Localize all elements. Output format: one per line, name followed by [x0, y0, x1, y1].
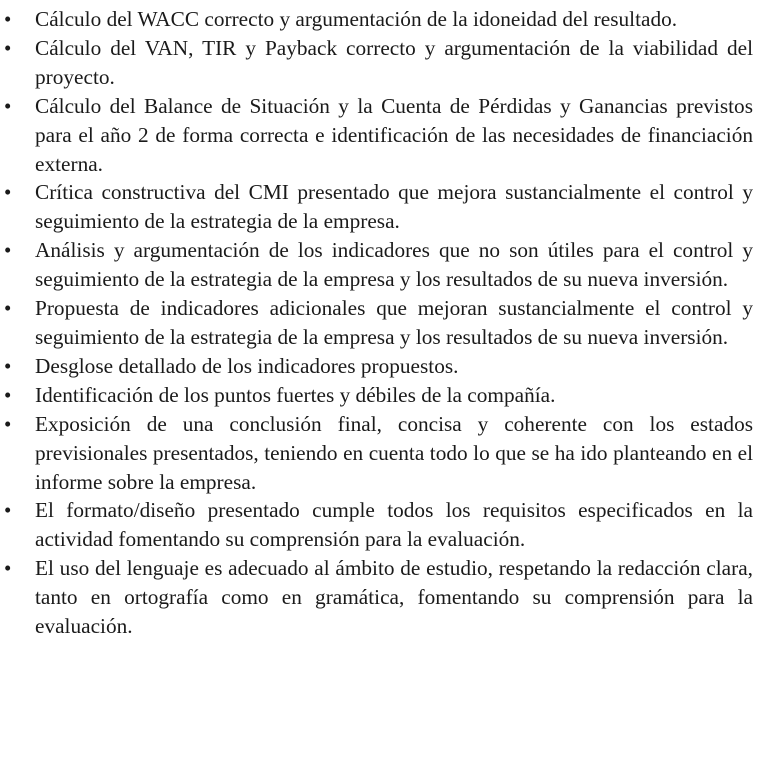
list-item-wacc	[0, 5, 753, 34]
bullet-icon: •	[4, 93, 12, 118]
list-item-text: Exposición de una conclusión final, concisa y coherente con los estados previsionales presentados, teniendo en cuenta todo lo que se ha ido planteando en el informe sobre la empresa.	[35, 411, 753, 494]
list-item-text: Desglose detallado de los indicadores propuestos.	[35, 353, 459, 378]
bullet-icon: •	[4, 180, 12, 205]
document-page	[0, 5, 782, 641]
bullet-icon: •	[4, 382, 12, 407]
list-item-indicator-analysis	[0, 236, 753, 294]
list-item-text: El uso del lenguaje es adecuado al ámbito de estudio, respetando la redacción clara, tanto en ortografía como en gramática, fomentando su comprensión para la evaluación.	[35, 556, 753, 639]
list-item-language	[0, 554, 753, 641]
list-item-indicator-breakdown	[0, 352, 753, 381]
list-item-strengths-weaknesses	[0, 381, 753, 410]
bullet-icon: •	[4, 411, 12, 436]
list-item-text: Cálculo del VAN, TIR y Payback correcto y argumentación de la viabilidad del proyecto.	[35, 35, 753, 89]
bullet-icon: •	[4, 7, 12, 31]
bullet-icon: •	[4, 238, 12, 263]
list-item-text: Cálculo del WACC correcto y argumentación de la idoneidad del resultado.	[35, 7, 678, 31]
bullet-icon: •	[4, 353, 12, 378]
list-item-balance	[0, 92, 753, 179]
list-item-conclusion	[0, 410, 753, 497]
list-item-text: Propuesta de indicadores adicionales que mejoran sustancialmente el control y seguimiento de la estrategia de la empresa y los resultados de su nueva inversión.	[35, 296, 753, 349]
list-item-text: Identificación de los puntos fuertes y débiles de la compañía.	[35, 382, 556, 407]
list-item-text: El formato/diseño presentado cumple todos los requisitos especificados en la actividad fomentando su comprensión para la evaluación.	[35, 498, 753, 552]
list-item-text: Análisis y argumentación de los indicadores que no son útiles para el control y seguimiento de la estrategia de la empresa y los resultados de su nueva inversión.	[35, 238, 753, 292]
list-item-indicator-proposal	[0, 294, 753, 352]
criteria-list	[0, 5, 782, 641]
list-item-format	[0, 496, 753, 554]
list-item-text: Crítica constructiva del CMI presentado que mejora sustancialmente el control y seguimiento de la estrategia de la empresa.	[35, 180, 753, 234]
bullet-icon: •	[4, 296, 12, 321]
list-item-van-tir-payback	[0, 34, 753, 92]
bullet-icon: •	[4, 35, 12, 60]
list-item-text: Cálculo del Balance de Situación y la Cuenta de Pérdidas y Ganancias previstos para el año 2 de forma correcta e identificación de las necesidades de financiación externa.	[35, 93, 753, 176]
list-item-cmi-critique	[0, 178, 753, 236]
bullet-icon: •	[4, 556, 12, 581]
bullet-icon: •	[4, 498, 12, 523]
